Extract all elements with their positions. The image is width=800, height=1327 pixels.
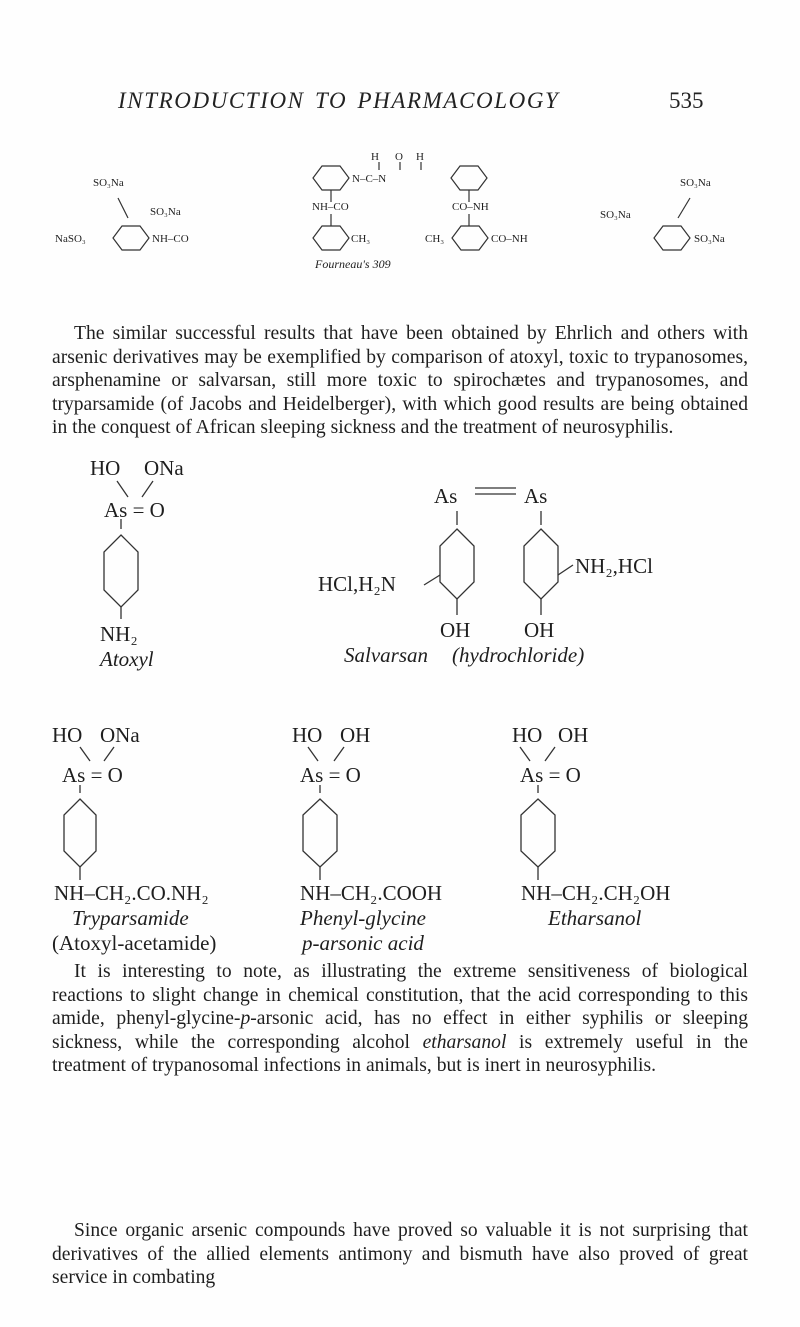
left-chain: NH–CO xyxy=(152,233,189,245)
etharsanol-top-right: OH xyxy=(558,723,589,747)
right-group-bottom: SO₃Na xyxy=(694,233,725,245)
tryparsamide-name: Tryparsamide xyxy=(72,906,189,930)
left-group-mid: SO₃Na xyxy=(150,206,181,218)
left-group-bottom: NaSO₃ xyxy=(55,233,86,245)
tryparsamide-alt-name: (Atoxyl-acetamide) xyxy=(52,931,217,955)
salvarsan-as-right: As xyxy=(524,484,548,508)
paragraph-antimony-bismuth: Since organic arsenic compounds have proved so valuable it is not surprising that derivatives of the allied elements antimony and bismuth have also proved of great service in combating xyxy=(52,1220,748,1289)
atoxyl-top-right: ONa xyxy=(144,456,184,480)
center-link: N–C–N xyxy=(352,173,387,185)
atoxyl-amine: NH₂ xyxy=(100,622,138,646)
atoxyl-name: Atoxyl xyxy=(100,647,154,671)
fourneau-caption: Fourneau's 309 xyxy=(315,257,391,271)
tryparsamide-top-right: ONa xyxy=(100,723,140,747)
salvarsan-as-left: As xyxy=(434,484,458,508)
phenylglycine-top-right: OH xyxy=(340,723,371,747)
page-header xyxy=(0,88,800,118)
right-group-top: SO₃Na xyxy=(680,177,711,189)
tryparsamide-benzene-ring xyxy=(64,799,96,867)
phenylglycine-benzene-ring xyxy=(303,799,337,867)
salvarsan-left-sub: HCl,H₂N xyxy=(318,572,396,596)
paragraph-sensitiveness xyxy=(52,960,748,1078)
fourneau-309-structure xyxy=(0,140,800,320)
etharsanol-chain: NH–CH₂.CH₂OH xyxy=(521,881,671,905)
salvarsan-oh-left: OH xyxy=(440,618,471,642)
right-chain: CO–NH xyxy=(491,233,528,245)
atoxyl-benzene-ring xyxy=(104,535,138,607)
paragraph2-part2: -arsonic acid, has no effect in either syphilis or sleeping sickness, while the corresponding alcohol xyxy=(52,1008,748,1053)
salvarsan-oh-right: OH xyxy=(524,618,555,642)
tryparsamide-arsenic: As = O xyxy=(62,763,123,787)
right-group-mid: SO₃Na xyxy=(600,209,631,221)
etharsanol-name: Etharsanol xyxy=(548,906,642,930)
atoxyl-arsenic: As = O xyxy=(104,498,165,522)
benzene-ring xyxy=(452,226,488,250)
right-methyl: CH₃ xyxy=(425,233,445,245)
salvarsan-right-sub: NH₂,HCl xyxy=(575,554,653,578)
phenylglycine-top-left: HO xyxy=(292,723,323,747)
right-amide: CO–NH xyxy=(452,201,489,213)
phenylglycine-chain: NH–CH₂.COOH xyxy=(300,881,443,905)
left-amide: NH–CO xyxy=(312,201,349,213)
salvarsan-benzene-ring-right xyxy=(524,529,558,599)
benzene-ring xyxy=(313,166,349,190)
top-atom-h2: H xyxy=(416,151,424,163)
atoxyl-top-left: HO xyxy=(90,456,121,480)
paragraph2-part1: It is interesting to note, as illustrating the extreme sensitiveness of biological reactions to slight change in chemical constitution, that the acid corresponding to this amide, phenyl-glycine- xyxy=(52,961,748,1030)
phenylglycine-name: Phenyl-glycine xyxy=(300,906,426,930)
paragraph2-p-italic: p xyxy=(240,1008,251,1030)
salvarsan-benzene-ring-left xyxy=(440,529,474,599)
benzene-ring xyxy=(113,226,149,250)
left-group-top: SO₃Na xyxy=(93,177,124,189)
benzene-ring xyxy=(654,226,690,250)
salvarsan-name-note: (hydrochloride) xyxy=(452,643,585,667)
left-methyl: CH₃ xyxy=(351,233,371,245)
top-atom-o: O xyxy=(395,151,403,163)
page-number: 535 xyxy=(669,88,704,113)
tryparsamide-chain: NH–CH₂.CO.NH₂ xyxy=(54,881,209,905)
paragraph-arsenic-derivatives: The similar successful results that have been obtained by Ehrlich and others with arsenic derivatives may be exemplified by comparison of atoxyl, toxic to trypanosomes, arsphenamine or salvarsan, still more toxic to spirochætes and trypanosomes, and tryparsamide (of Jacobs and Heidelberger), with which good results are being obtained in the conquest of African sleeping sickness and the treatment of neurosyphilis. xyxy=(52,323,748,439)
salvarsan-name: Salvarsan xyxy=(344,643,428,667)
top-atom-h1: H xyxy=(371,151,379,163)
benzene-ring xyxy=(313,226,349,250)
etharsanol-top-left: HO xyxy=(512,723,543,747)
etharsanol-arsenic: As = O xyxy=(520,763,581,787)
paragraph2-part3: is extremely useful in the treatment of trypanosomal infections in animals, but is inert in neurosyphilis. xyxy=(52,1031,748,1077)
tryparsamide-top-left: HO xyxy=(52,723,83,747)
etharsanol-benzene-ring xyxy=(521,799,555,867)
running-head: INTRODUCTION TO PHARMACOLOGY xyxy=(118,88,560,113)
phenylglycine-name2: p-arsonic acid xyxy=(302,931,424,955)
benzene-ring xyxy=(451,166,487,190)
paragraph2-etharsanol: etharsanol xyxy=(422,1031,507,1053)
phenylglycine-arsenic: As = O xyxy=(300,763,361,787)
atoxyl-salvarsan-structures xyxy=(0,425,800,725)
arsonic-acid-structures xyxy=(0,722,800,955)
